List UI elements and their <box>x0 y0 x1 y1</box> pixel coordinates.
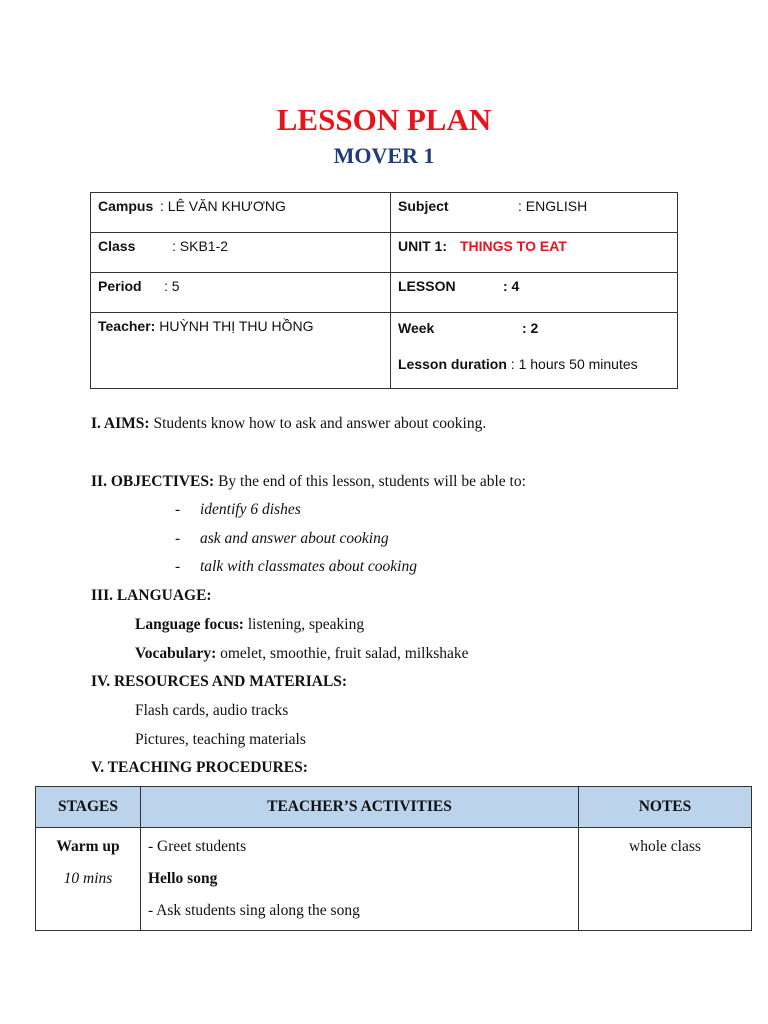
teacher-label: Teacher: <box>98 318 156 334</box>
notes-text: whole class <box>629 838 701 855</box>
period-value: : 5 <box>164 278 180 294</box>
unit-cell <box>391 233 678 273</box>
header-notes: NOTES <box>579 787 752 828</box>
resource-item: Flash cards, audio tracks <box>135 702 289 719</box>
lesson-value: : 4 <box>503 278 520 294</box>
subject-label: Subject <box>398 198 449 214</box>
language-focus-label: Language focus: <box>135 616 244 633</box>
procedures-heading: V. TEACHING PROCEDURES: <box>91 759 308 776</box>
class-cell <box>91 233 391 273</box>
duration-label: Lesson duration <box>398 356 507 372</box>
vocabulary-label: Vocabulary: <box>135 645 217 662</box>
bullet-dash: - <box>175 530 181 547</box>
language-focus-line <box>135 616 364 634</box>
aims-label: I. AIMS: <box>91 415 150 432</box>
notes-cell <box>579 828 752 931</box>
unit-value: THINGS TO EAT <box>460 238 567 254</box>
header-stages: STAGES <box>36 787 141 828</box>
header-activities: TEACHER’S ACTIVITIES <box>141 787 579 828</box>
objective-item: identify 6 dishes <box>200 501 301 518</box>
language-focus-text: listening, speaking <box>243 616 365 633</box>
objective-item: talk with classmates about cooking <box>200 558 417 575</box>
objective-item: ask and answer about cooking <box>200 530 389 547</box>
class-label: Class <box>98 238 136 254</box>
info-table <box>90 192 678 389</box>
week-value: : 2 <box>522 320 539 336</box>
vocabulary-text: omelet, smoothie, fruit salad, milkshake <box>216 645 469 662</box>
bullet-dash: - <box>175 501 181 518</box>
lesson-cell <box>391 273 678 313</box>
procedures-table <box>35 786 752 931</box>
period-label: Period <box>98 278 142 294</box>
campus-value: : LÊ VĂN KHƯƠNG <box>160 198 286 214</box>
stage-time: 10 mins <box>63 870 113 887</box>
page-subtitle: MOVER 1 <box>333 143 435 168</box>
activity-song: Hello song <box>148 870 218 887</box>
resource-item: Pictures, teaching materials <box>135 731 306 748</box>
vocabulary-line <box>135 645 469 663</box>
stage-cell <box>36 828 141 931</box>
campus-cell <box>91 193 391 233</box>
campus-label: Campus <box>98 198 154 214</box>
page-title: LESSON PLAN <box>276 102 492 137</box>
activity-greet: - Greet students <box>148 838 247 855</box>
language-heading: III. LANGUAGE: <box>91 587 212 604</box>
bullet-dash: - <box>175 558 181 575</box>
activity-sing: - Ask students sing along the song <box>148 902 360 919</box>
teacher-value: HUỲNH THỊ THU HỒNG <box>159 318 314 334</box>
week-cell <box>391 313 678 389</box>
stage-name: Warm up <box>56 838 120 855</box>
duration-value: : 1 hours 50 minutes <box>506 356 638 372</box>
objectives-text: By the end of this lesson, students will be able to: <box>214 473 526 490</box>
class-value: : SKB1-2 <box>172 238 229 254</box>
objectives-line <box>91 473 526 491</box>
aims-text: Students know how to ask and answer about cooking. <box>149 415 487 432</box>
aims-line <box>91 415 486 433</box>
teacher-cell <box>91 313 391 389</box>
objectives-label: II. OBJECTIVES: <box>91 473 215 490</box>
period-cell <box>91 273 391 313</box>
resources-heading: IV. RESOURCES AND MATERIALS: <box>91 673 348 690</box>
activities-cell <box>141 828 579 931</box>
week-label: Week <box>398 320 435 336</box>
subject-value: : ENGLISH <box>518 198 588 214</box>
unit-label: UNIT 1: <box>398 238 447 254</box>
subject-cell <box>391 193 678 233</box>
lesson-label: LESSON <box>398 278 456 294</box>
table-row <box>36 828 752 931</box>
